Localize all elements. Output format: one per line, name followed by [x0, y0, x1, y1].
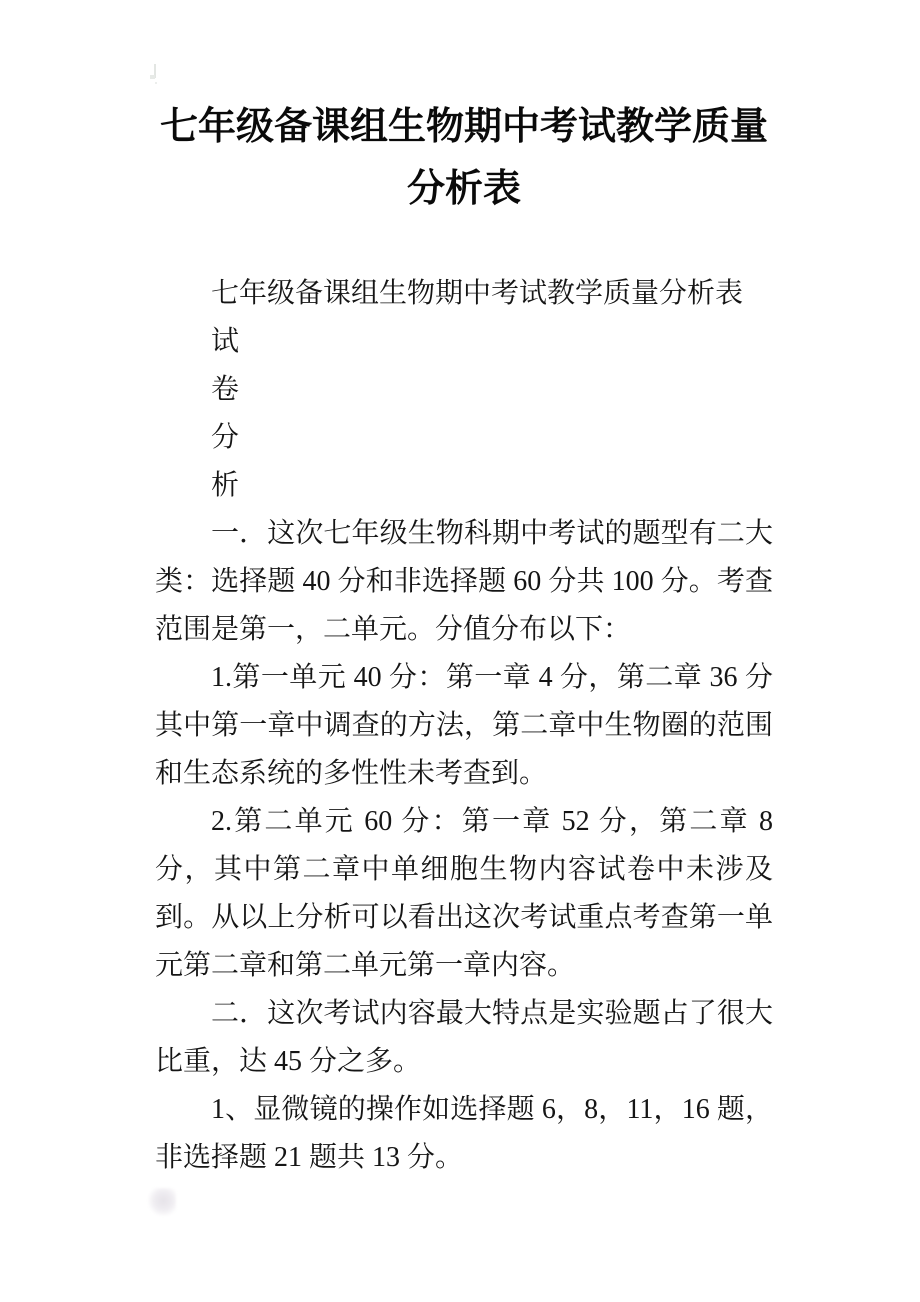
paragraph: 卷 — [211, 374, 240, 405]
paragraph: 分 — [211, 422, 240, 453]
paragraph: 1、显微镜的操作如选择题 6，8，11，16 题，非选择题 21 题共 13 分。 — [155, 1094, 773, 1173]
paragraph: 试 — [211, 326, 240, 357]
paragraph: 2.第二单元 60 分：第一章 52 分，第二章 8 分，其中第二章中单细胞生物内容试卷中未涉及到。从以上分析可以看出这次考试重点考查第一单元第二章和第二单元第一章内容。 — [155, 806, 773, 981]
paragraph: 七年级备课组生物期中考试教学质量分析表 — [211, 278, 744, 309]
paragraph: 析 — [211, 470, 240, 501]
scan-artifact-bottom-left — [148, 1188, 176, 1216]
paragraph: 一．这次七年级生物科期中考试的题型有二大类：选择题 40 分和非选择题 60 分共 100 分。考查范围是第一，二单元。分值分布以下： — [155, 518, 773, 645]
paragraph: 1.第一单元 40 分：第一章 4 分，第二章 36 分其中第一章中调查的方法，第二章中生物圈的范围和生态系统的多性性未考查到。 — [155, 662, 773, 789]
document-title: 七年级备课组生物期中考试教学质量分析表 — [159, 106, 768, 210]
document-body — [155, 220, 773, 1182]
paragraph: 二．这次考试内容最大特点是实验题占了很大比重，达 45 分之多。 — [155, 998, 773, 1077]
